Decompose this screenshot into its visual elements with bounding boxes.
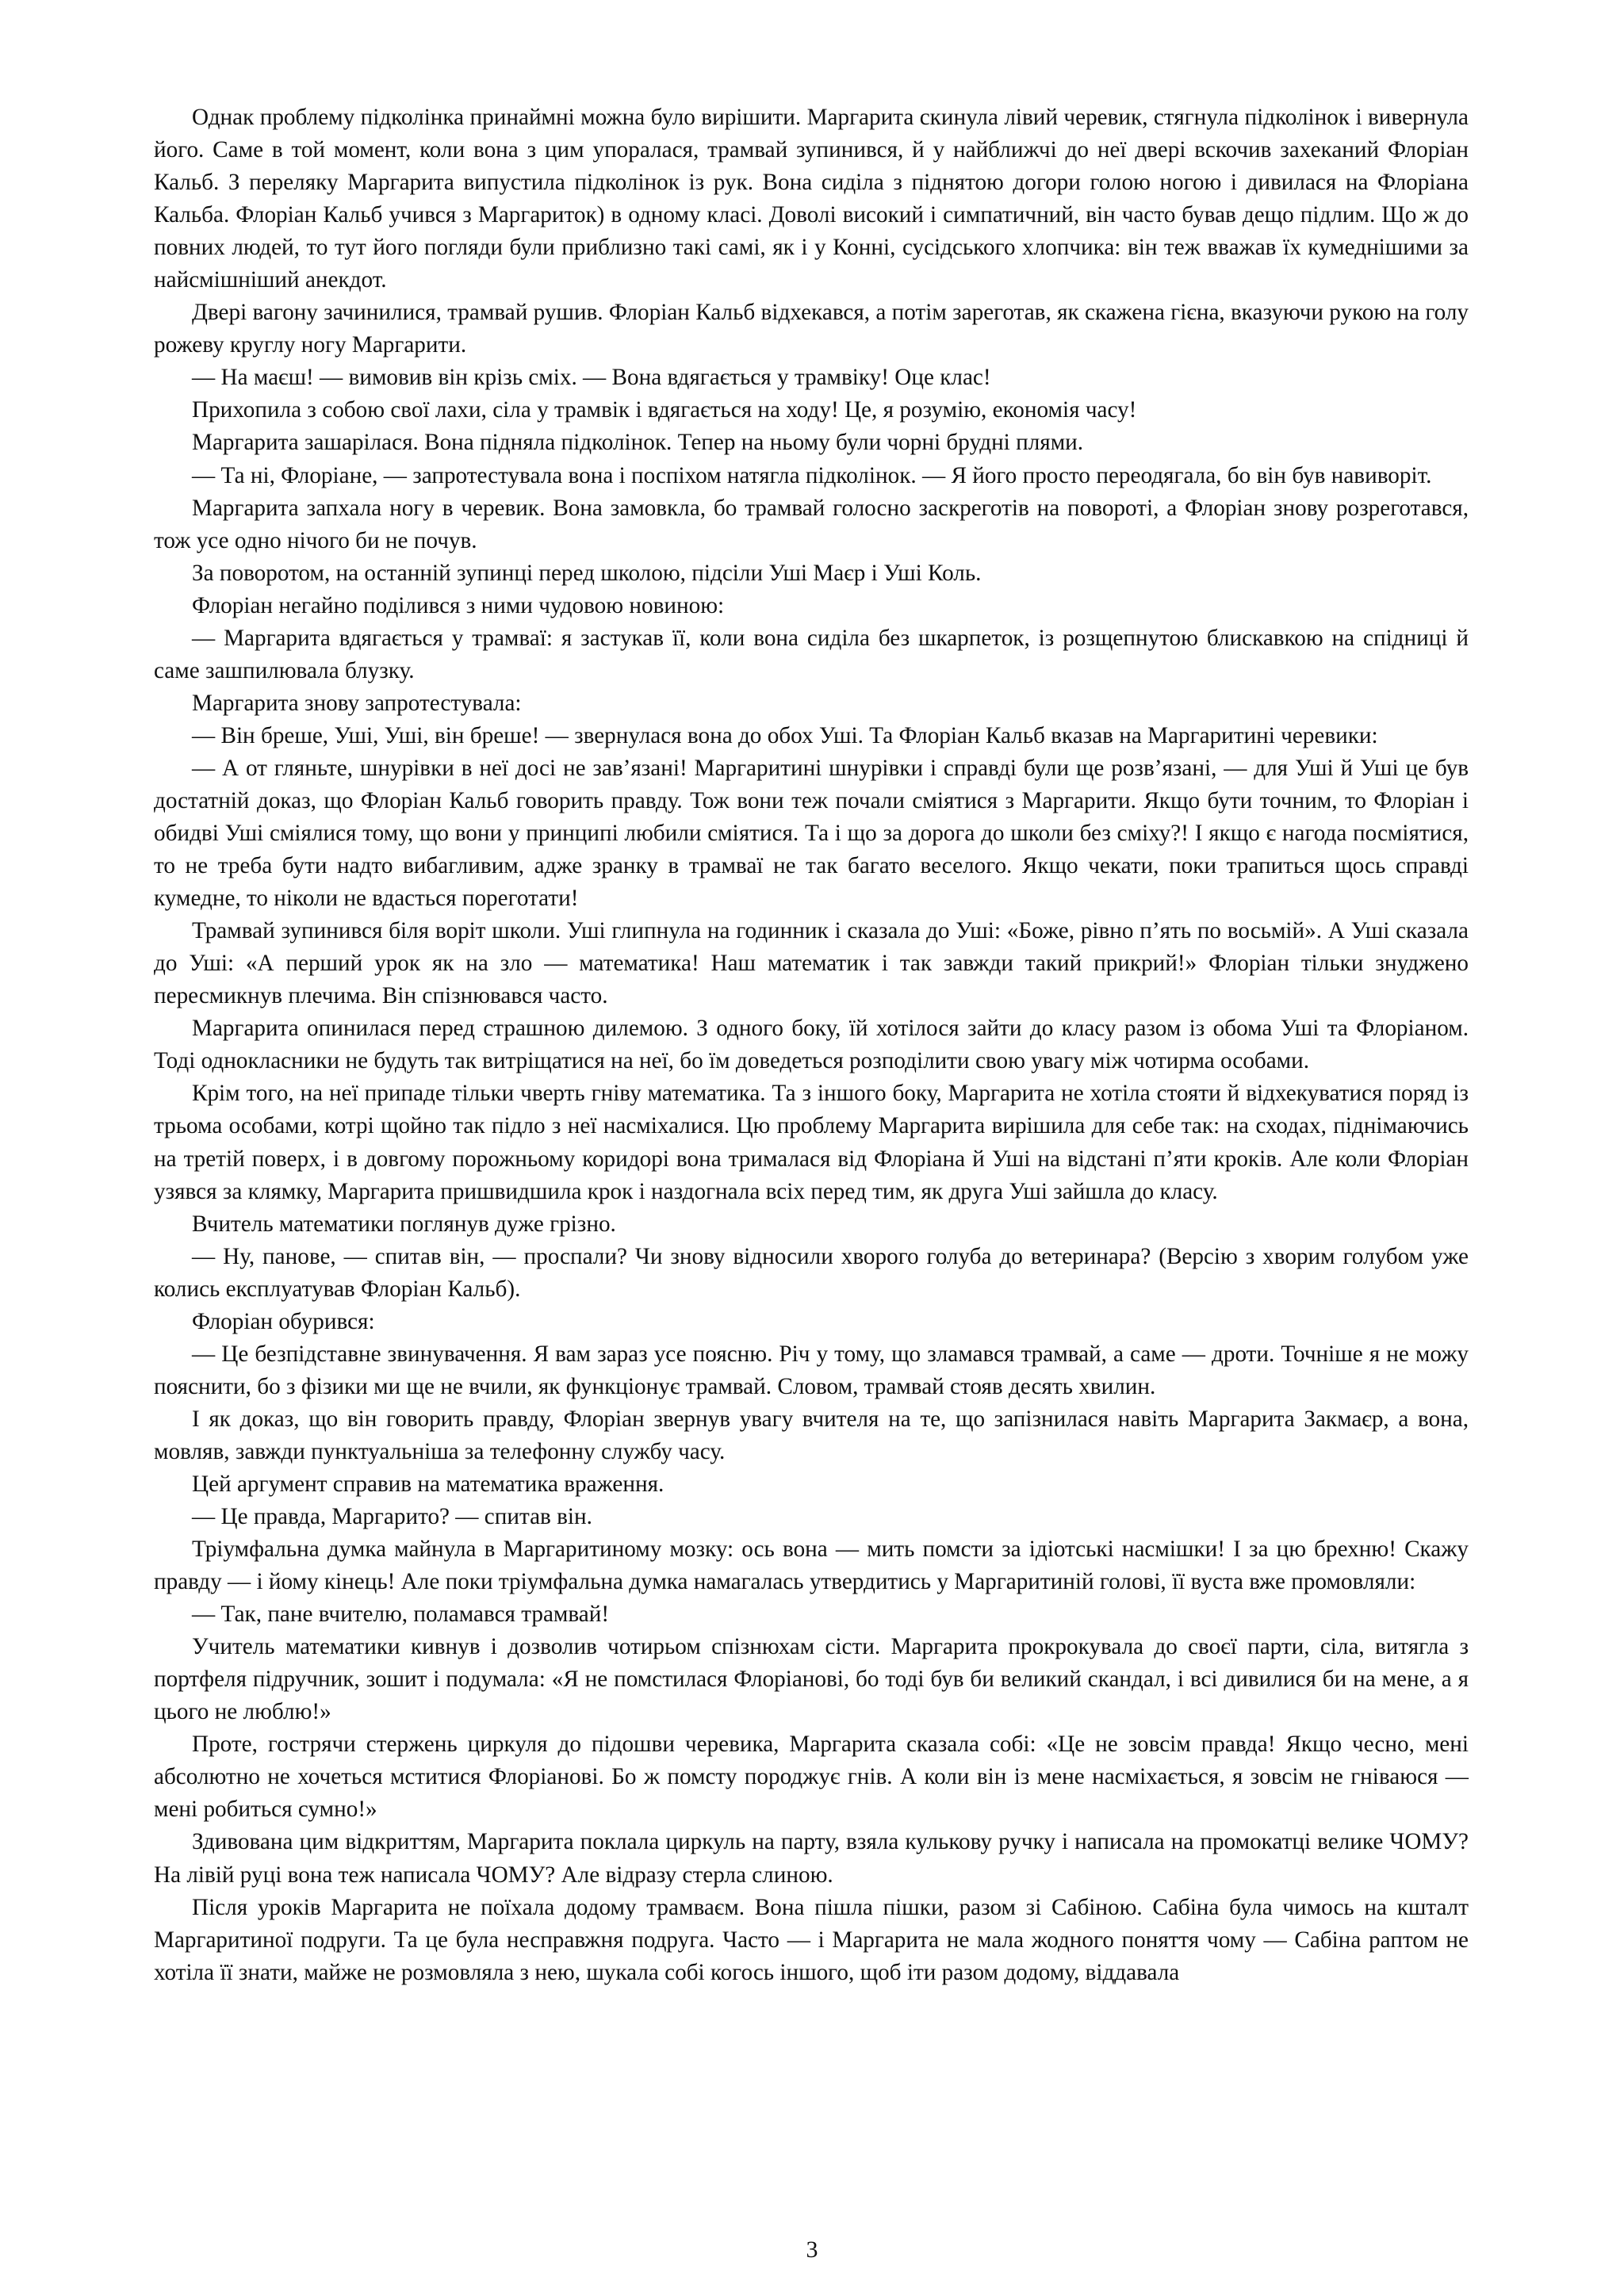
paragraph: Учитель математики кивнув і дозволив чотирьом спізнюхам сісти. Маргарита прокрокувала до своєї парти, сіла, витягла з портфеля підручник, зошит і подумала: «Я не помстилася Флоріанові, бо тоді був би великий скандал, і всі дивилися би на мене, а я цього не люблю!» <box>154 1634 1469 1725</box>
paragraph: І як доказ, що він говорить правду, Флоріан звернув увагу вчителя на те, що запізнилася навіть Маргарита Закмаєр, а вона, мовляв, завжди пунктуальніша за телефонну службу часу. <box>154 1406 1469 1464</box>
paragraph: Маргарита зашарілася. Вона підняла підколінок. Тепер на ньому були чорні брудні плями. <box>192 430 1084 456</box>
paragraph: Маргарита запхала ногу в черевик. Вона замовкла, бо трамвай голосно заскреготів на повороті, а Флоріан знову розреготався, тож усе одно нічого би не почув. <box>154 495 1469 553</box>
paragraph: За поворотом, на останній зупинці перед школою, підсіли Уші Маєр і Уші Коль. <box>192 560 982 586</box>
paragraph: Цей аргумент справив на математика враження. <box>192 1471 665 1497</box>
paragraph: — Ну, панове, — спитав він, — проспали? Чи знову відносили хворого голуба до ветеринара? (Версію з хворим голубом уже колись експлуатував Флоріан Кальб). <box>154 1243 1469 1302</box>
paragraph: Тріумфальна думка майнула в Маргаритиному мозку: ось вона — мить помсти за ідіотські насмішки! І за цю брехню! Скажу правду — і йому кінець! Але поки тріумфальна думка намагалась утвердитись у Маргаритиній голові, її вуста вже промовляли: <box>154 1536 1469 1595</box>
paragraph: Маргарита знову запротестувала: <box>192 690 522 716</box>
paragraph: — А от гляньте, шнурівки в неї досі не зав’язані! Маргаритині шнурівки і справді були ще розв’язані, — для Уші й Уші це був достатній доказ, що Флоріан Кальб говорить правду. Тож вони теж почали сміятися з Маргарити. Якщо бути точним, то Флоріан і обидві Уші сміялися тому, що вони у принципі любили сміятися. Та і що за дорога до школи без сміху?! І якщо є нагода посміятися, то не треба бути надто вибагливим, адже зранку в трамваї не так багато веселого. Якщо чекати, поки трапиться щось справді кумедне, то ніколи не вдасться пореготати! <box>154 755 1469 912</box>
paragraph: Прихопила з собою свої лахи, сіла у трамвік і вдягається на ходу! Це, я розумію, економія часу! <box>192 397 1137 423</box>
paragraph: Вчитель математики поглянув дуже грізно. <box>192 1211 616 1237</box>
paragraph: Трамвай зупинився біля воріт школи. Уші глипнула на годинник і сказала до Уші: «Боже, рівно п’ять по восьмій». А Уші сказала до Уші: «А перший урок як на зло — математика! Наш математик і так завжди такий прикрий!» Флоріан тільки знуджено пересмикнув плечима. Він спізнювався часто. <box>154 918 1469 1009</box>
paragraph: Крім того, на неї припаде тільки чверть гніву математика. Та з іншого боку, Маргарита не хотіла стояти й відхекуватися поряд із трьома особами, котрі щойно так підло з неї насміхалися. Цю проблему Маргарита вирішила для себе так: на сходах, піднімаючись на третій поверх, і в довгому порожньому коридорі вона трималася від Флоріана й Уші на відстані п’яти кроків. Але коли Флоріан узявся за клямку, Маргарита пришвидшила крок і наздогнала всіх перед тим, як друга Уші зайшла до класу. <box>154 1081 1469 1204</box>
page-number: 3 <box>806 2237 818 2263</box>
paragraph: Флоріан обурився: <box>192 1308 375 1334</box>
paragraph: — Маргарита вдягається у трамваї: я застукав її, коли вона сиділа без шкарпеток, із розщепнутою блискавкою на спідниці й саме зашпилювала блузку. <box>154 625 1469 683</box>
body-text <box>154 101 1469 1989</box>
paragraph: Флоріан негайно поділився з ними чудовою новиною: <box>192 592 725 618</box>
paragraph: — Це правда, Маргарито? — спитав він. <box>192 1504 592 1530</box>
paragraph: — Та ні, Флоріане, — запротестувала вона і поспіхом натягла підколінок. — Я його просто переодягала, бо він був навиворіт. <box>192 462 1432 488</box>
paragraph: — Він бреше, Уші, Уші, він бреше! — звернулася вона до обох Уші. Та Флоріан Кальб вказав на Маргаритині черевики: <box>192 722 1378 748</box>
paragraph: — На маєш! — вимовив він крізь сміх. — Вона вдягається у трамвіку! Оце клас! <box>192 365 991 391</box>
paragraph: Після уроків Маргарита не поїхала додому трамваєм. Вона пішла пішки, разом зі Сабіною. Сабіна була чимось на кшталт Маргаритиної подруги. Та це була несправжня подруга. Часто — і Маргарита не мала жодного поняття чому — Сабіна раптом не хотіла її знати, майже не розмовляла з нею, шукала собі когось іншого, щоб іти разом додому, віддавала <box>154 1894 1469 1985</box>
paragraph: — Так, пане вчителю, поламався трамвай! <box>192 1601 610 1628</box>
paragraph: Здивована цим відкриттям, Маргарита поклала циркуль на парту, взяла кулькову ручку і написала на промокатці велике ЧОМУ? На лівій руці вона теж написала ЧОМУ? Але відразу стерла слиною. <box>154 1829 1469 1888</box>
paragraph: Маргарита опинилася перед страшною дилемою. З одного боку, їй хотілося зайти до класу разом із обома Уші та Флоріаном. Тоді однокласники не будуть так витріщатися на неї, бо їм доведеться розподілити свою увагу між чотирма особами. <box>154 1016 1469 1074</box>
paragraph: — Це безпідставне звинувачення. Я вам зараз усе поясню. Річ у тому, що зламався трамвай, а саме — дроти. Точніше я не можу пояснити, бо з фізики ми ще не вчили, як функціонує трамвай. Словом, трамвай стояв десять хвилин. <box>154 1341 1469 1399</box>
paragraph: Проте, гострячи стержень циркуля до підошви черевика, Маргарита сказала собі: «Це не зовсім правда! Якщо чесно, мені абсолютно не хочеться мститися Флоріанові. Бо ж помсту породжує гнів. А коли він із мене насміхається, я зовсім не гніваюся — мені робиться сумно!» <box>154 1732 1469 1823</box>
paragraph: Двері вагону зачинилися, трамвай рушив. Флоріан Кальб відхекався, а потім зареготав, як скажена гієна, вказуючи рукою на голу рожеву круглу ногу Маргарити. <box>154 300 1469 358</box>
paragraph: Однак проблему підколінка принаймні можна було вирішити. Маргарита скинула лівий черевик, стягнула підколінок і вивернула його. Саме в той момент, коли вона з цим упоралася, трамвай зупинився, й у найближчі до неї двері вскочив захеканий Флоріан Кальб. З переляку Маргарита випустила підколінок із рук. Вона сиділа з піднятою догори голою ногою і дивилася на Флоріана Кальба. Флоріан Кальб учився з Маргариток) в одному класі. Доволі високий і симпатичний, він часто бував дещо підлим. Що ж до повних людей, то тут його погляди були приблизно такі самі, як і у Конні, сусідського хлопчика: він теж вважав їх кумеднішими за найсмішніший анекдот. <box>154 105 1469 293</box>
